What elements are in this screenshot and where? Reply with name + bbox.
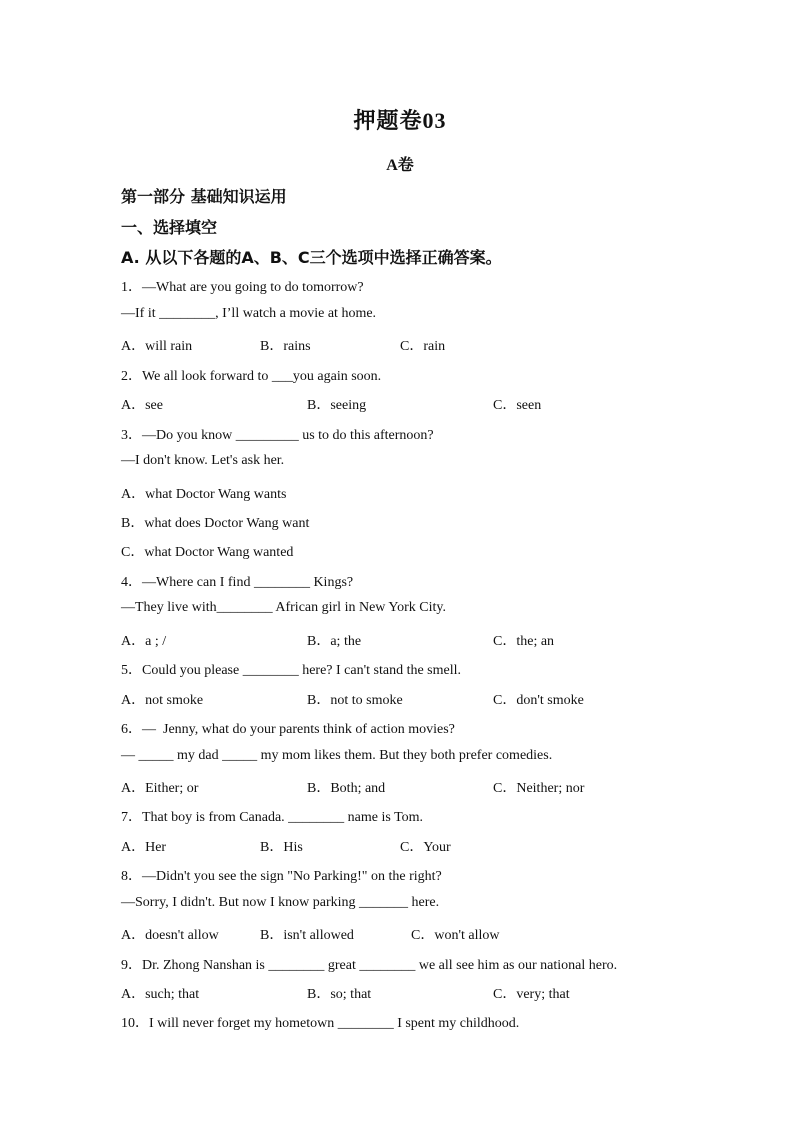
option-row (121, 689, 681, 709)
option-c: C．won't allow (411, 928, 500, 943)
option-b: B．seeing (307, 398, 367, 413)
option-a: A．Either; or (121, 781, 199, 796)
option-a: A．what Doctor Wang wants (121, 487, 287, 502)
option-b: B．rains (260, 339, 311, 354)
question-stem: 8．—Didn't you see the sign "No Parking!" on the right? (121, 869, 442, 884)
question-stem: —They live with________ African girl in New York City. (121, 600, 446, 615)
option-c: C．seen (493, 398, 542, 413)
option-row (121, 335, 681, 355)
option-row (121, 777, 681, 797)
question-stem: 4．—Where can I find ________ Kings? (121, 575, 354, 590)
option-c: C．the; an (493, 634, 555, 649)
question-stem: 7．That boy is from Canada. ________ name is Tom. (121, 810, 424, 825)
page-title: 押题卷03 (353, 108, 447, 133)
option-row (121, 836, 681, 856)
question-stem: —I don't know. Let's ask her. (121, 453, 285, 468)
option-c: C．very; that (493, 987, 570, 1002)
question-stem: 2．We all look forward to ___you again soon. (121, 369, 382, 384)
option-c: C．rain (400, 339, 446, 354)
section-heading: 一、选择填空 (121, 218, 218, 237)
option-c: C．Neither; nor (493, 781, 585, 796)
option-a: A．Her (121, 840, 167, 855)
option-c: C．don't smoke (493, 693, 584, 708)
option-a: A．not smoke (121, 693, 204, 708)
question-stem: 6．— Jenny, what do your parents think of action movies? (121, 722, 455, 737)
option-a: A．will rain (121, 339, 193, 354)
option-b: B．a; the (307, 634, 362, 649)
option-b: B．not to smoke (307, 693, 403, 708)
option-b: B．Both; and (307, 781, 386, 796)
option-row (121, 394, 681, 414)
option-a: A．such; that (121, 987, 200, 1002)
question-stem: 10．I will never forget my hometown ________ I spent my childhood. (121, 1016, 520, 1031)
option-a: A．see (121, 398, 163, 413)
question-stem: —Sorry, I didn't. But now I know parking _______ here. (121, 895, 440, 910)
question-stem: — _____ my dad _____ my mom likes them. But they both prefer comedies. (121, 748, 553, 763)
page-subtitle: A卷 (386, 157, 414, 174)
option-b: B．what does Doctor Wang want (121, 516, 310, 531)
option-row (121, 630, 681, 650)
question-stem: 3．—Do you know _________ us to do this afternoon? (121, 428, 434, 443)
option-c: C．Your (400, 840, 451, 855)
question-stem: —If it ________, I’ll watch a movie at home. (121, 306, 377, 321)
option-b: B．isn't allowed (260, 928, 354, 943)
option-a: A．doesn't allow (121, 928, 219, 943)
instruction: A. 从以下各题的A、B、C三个选项中选择正确答案。 (121, 248, 502, 267)
question-stem: 1．—What are you going to do tomorrow? (121, 280, 364, 295)
option-row (121, 924, 681, 944)
option-b: B．so; that (307, 987, 372, 1002)
option-c: C．what Doctor Wang wanted (121, 545, 294, 560)
question-stem: 5．Could you please ________ here? I can't stand the smell. (121, 663, 461, 678)
option-b: B．His (260, 840, 303, 855)
option-row (121, 983, 681, 1003)
question-stem: 9．Dr. Zhong Nanshan is ________ great ________ we all see him as our national hero. (121, 958, 618, 973)
option-a: A．a ; / (121, 634, 167, 649)
part-heading: 第一部分 基础知识运用 (121, 187, 287, 206)
